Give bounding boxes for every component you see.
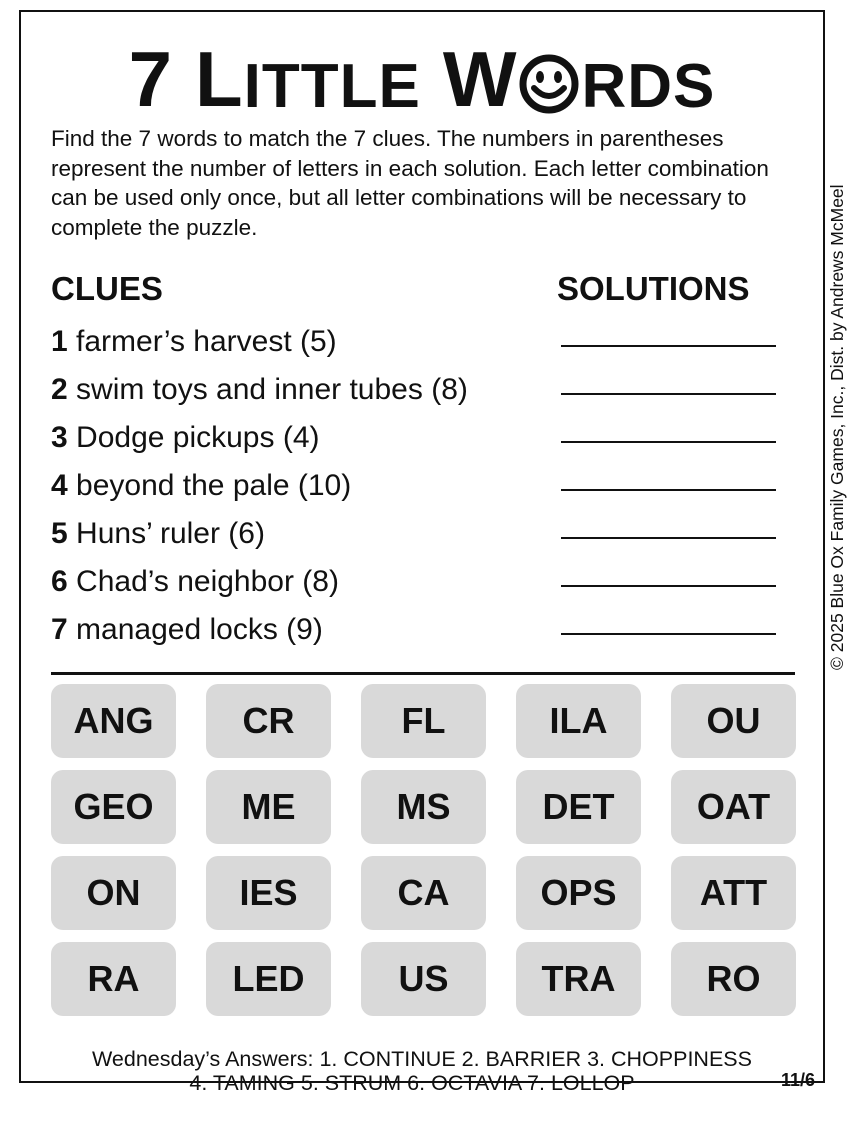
puzzle-frame <box>19 10 847 1095</box>
puzzle-title <box>21 35 823 123</box>
clue-list <box>51 318 468 654</box>
letter-tile[interactable]: DET <box>516 770 641 844</box>
clue-3 <box>51 414 468 462</box>
clue-number: 6 <box>51 565 68 598</box>
title-number: 7 <box>128 35 173 123</box>
instructions: Find the 7 words to match the 7 clues. The numbers in parentheses represent the number of letters in each solution. Each letter combination can be used only once, but all letter combinations will be necessary to complete the puzzle. <box>51 126 769 240</box>
letter-tile[interactable]: CA <box>361 856 486 930</box>
clue-2 <box>51 366 468 414</box>
clue-number: 5 <box>51 517 68 550</box>
letter-tile[interactable]: GEO <box>51 770 176 844</box>
letter-tile[interactable]: CR <box>206 684 331 758</box>
clues-heading: CLUES <box>51 270 163 307</box>
letter-tile[interactable]: OU <box>671 684 796 758</box>
solution-blank-6[interactable] <box>561 585 776 587</box>
clue-7 <box>51 606 468 654</box>
letter-tile[interactable]: ON <box>51 856 176 930</box>
smiley-face-icon <box>519 54 579 114</box>
clue-text: Chad’s neighbor (8) <box>76 565 339 598</box>
title-letter-w: W <box>442 35 518 123</box>
clue-text: farmer’s harvest (5) <box>76 325 337 358</box>
title-word-rds: RDS <box>581 52 716 121</box>
puzzle-date: 11/6 <box>780 1070 815 1090</box>
letter-tile[interactable]: OPS <box>516 856 641 930</box>
answers-line-1: Wednesday’s Answers: 1. CONTINUE 2. BARRIER 3. CHOPPINESS <box>92 1047 752 1071</box>
clue-number: 3 <box>51 421 68 454</box>
previous-answers <box>21 1047 823 1095</box>
solution-blank-7[interactable] <box>561 633 776 635</box>
clue-text: managed locks (9) <box>76 613 323 646</box>
solution-blank-4[interactable] <box>561 489 776 491</box>
letter-tile[interactable]: FL <box>361 684 486 758</box>
clue-text: beyond the pale (10) <box>76 469 352 502</box>
solutions-heading: SOLUTIONS <box>557 270 750 307</box>
letter-tile[interactable]: LED <box>206 942 331 1016</box>
letter-tile[interactable]: ILA <box>516 684 641 758</box>
solution-blank-1[interactable] <box>561 345 776 347</box>
letter-tile[interactable]: TRA <box>516 942 641 1016</box>
letter-tile[interactable]: OAT <box>671 770 796 844</box>
clue-text: swim toys and inner tubes (8) <box>76 373 468 406</box>
letter-tile[interactable]: ATT <box>671 856 796 930</box>
answers-line-2: 4. TAMING 5. STRUM 6. OCTAVIA 7. LOLLOP <box>189 1071 635 1095</box>
clue-number: 2 <box>51 373 68 406</box>
letter-tile[interactable]: ANG <box>51 684 176 758</box>
clue-text: Dodge pickups (4) <box>76 421 320 454</box>
copyright-notice: © 2025 Blue Ox Family Games, Inc., Dist. by Andrews McMeel <box>827 184 847 670</box>
clue-number: 7 <box>51 613 68 646</box>
clue-6 <box>51 558 468 606</box>
divider <box>51 672 795 675</box>
clue-number: 1 <box>51 325 68 358</box>
letter-tile[interactable]: RA <box>51 942 176 1016</box>
clue-5 <box>51 510 468 558</box>
letter-tiles-grid <box>51 684 796 1016</box>
letter-tile[interactable]: ME <box>206 770 331 844</box>
clue-1 <box>51 318 468 366</box>
letter-tile[interactable]: US <box>361 942 486 1016</box>
title-letter-l: L <box>195 35 244 123</box>
letter-tile[interactable]: RO <box>671 942 796 1016</box>
clue-number: 4 <box>51 469 68 502</box>
clue-4 <box>51 462 468 510</box>
solution-blank-2[interactable] <box>561 393 776 395</box>
solution-blank-3[interactable] <box>561 441 776 443</box>
solution-blank-5[interactable] <box>561 537 776 539</box>
title-word-ittle: ITTLE <box>243 52 421 121</box>
letter-tile[interactable]: MS <box>361 770 486 844</box>
letter-tile[interactable]: IES <box>206 856 331 930</box>
clue-text: Huns’ ruler (6) <box>76 517 265 550</box>
